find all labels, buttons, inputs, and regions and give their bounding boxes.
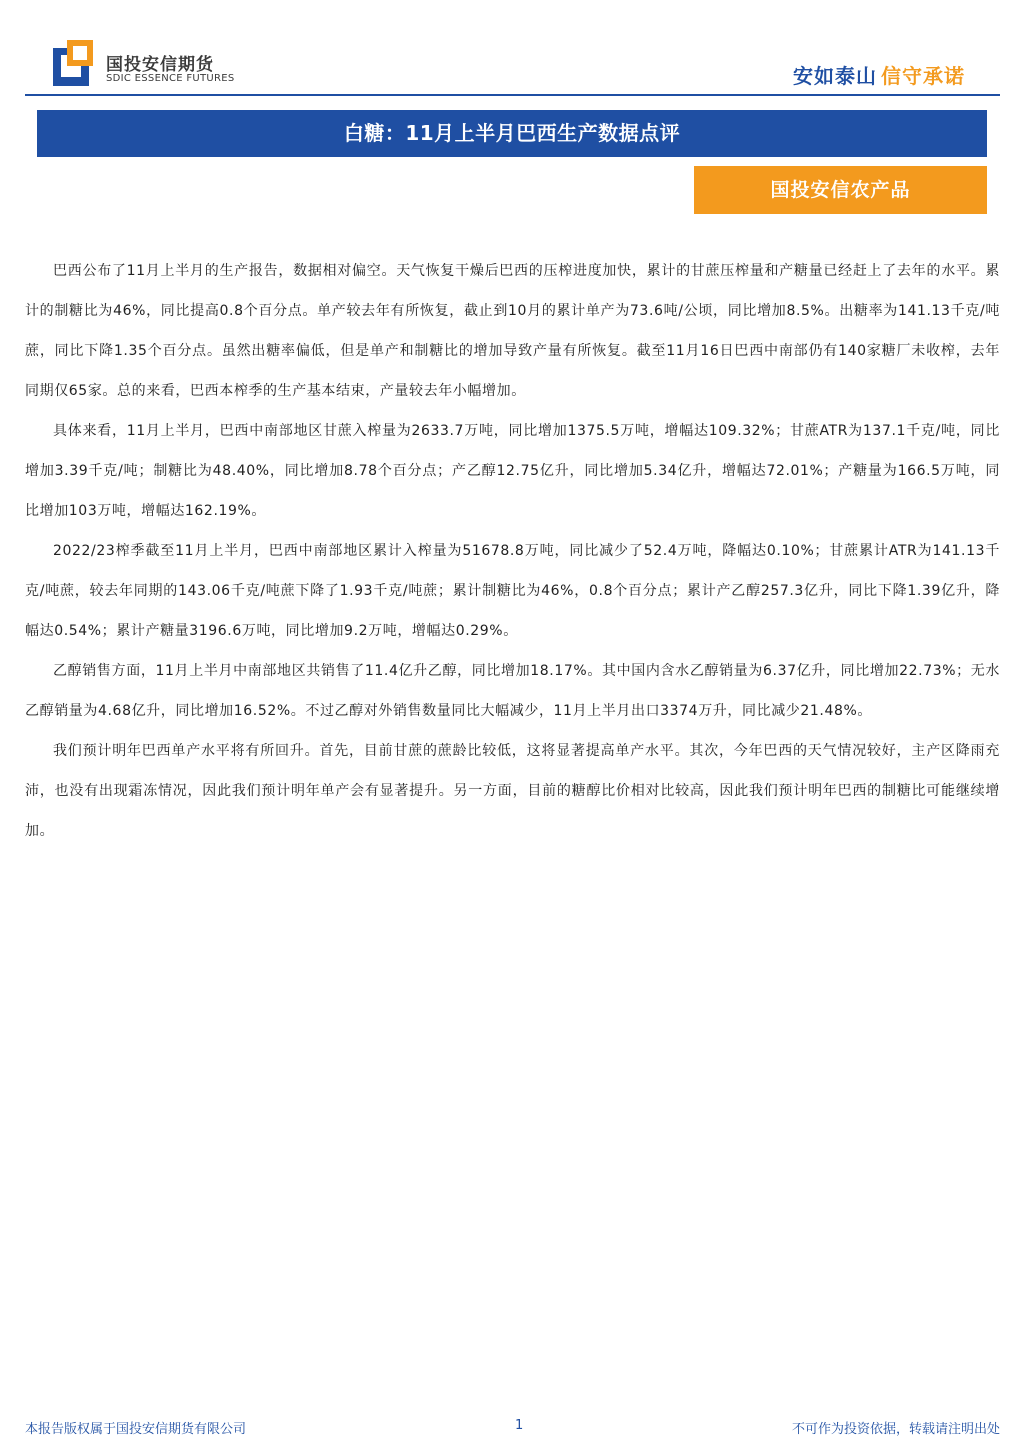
copyright-notice: 本报告版权属于国投安信期货有限公司 — [25, 1422, 247, 1437]
sdic-logo-icon — [53, 40, 101, 88]
body-paragraph: 2022/23榨季截至11月上半月，巴西中南部地区累计入榨量为51678.8万吨，同比减少了52.4万吨，降幅达0.10%；甘蔗累计ATR为141.13千克/吨蔗，较去年同期的143.06千克/吨蔗下降了1.93千克/吨蔗；累计制糖比为46%，0.8个百分点；累计产乙醇257.3亿升，同比下降1.39亿升，降幅达0.54%；累计产糖量3196.6万吨，同比增加9.2万吨，增幅达0.29%。 — [25, 543, 1000, 639]
company-name-en: SDIC ESSENCE FUTURES — [106, 73, 235, 84]
report-body — [25, 251, 1000, 851]
company-name-cn: 国投安信期货 — [106, 55, 214, 75]
slogan-part2: 信守承诺 — [881, 64, 965, 88]
slogan — [793, 60, 965, 89]
body-paragraph: 巴西公布了11月上半月的生产报告，数据相对偏空。天气恢复干燥后巴西的压榨进度加快，累计的甘蔗压榨量和产糖量已经赶上了去年的水平。累计的制糖比为46%，同比提高0.8个百分点。单产较去年有所恢复，截止到10月的累计单产为73.6吨/公顷，同比增加8.5%。出糖率为141.13千克/吨蔗，同比下降1.35个百分点。虽然出糖率偏低，但是单产和制糖比的增加导致产量有所恢复。截至11月16日巴西中南部仍有140家糖厂未收榨，去年同期仅65家。总的来看，巴西本榨季的生产基本结束，产量较去年小幅增加。 — [25, 263, 1000, 399]
page-number: 1 — [515, 1418, 524, 1433]
report-category-tag: 国投安信农产品 — [694, 166, 987, 214]
page-footer — [25, 1412, 1000, 1442]
body-paragraph: 乙醇销售方面，11月上半月中南部地区共销售了11.4亿升乙醇，同比增加18.17%。其中国内含水乙醇销量为6.37亿升，同比增加22.73%；无水乙醇销量为4.68亿升，同比增加16.52%。不过乙醇对外销售数量同比大幅减少，11月上半月出口3374万升，同比减少21.48%。 — [25, 663, 1000, 719]
page-header — [0, 0, 1025, 100]
slogan-part1: 安如泰山 — [793, 64, 877, 88]
body-paragraph: 我们预计明年巴西单产水平将有所回升。首先，目前甘蔗的蔗龄比较低，这将显著提高单产水平。其次，今年巴西的天气情况较好，主产区降雨充沛，也没有出现霜冻情况，因此我们预计明年单产会有显著提升。另一方面，目前的糖醇比价相对比较高，因此我们预计明年巴西的制糖比可能继续增加。 — [25, 743, 1000, 839]
report-title: 白糖：11月上半月巴西生产数据点评 — [37, 110, 987, 157]
disclaimer: 不可作为投资依据，转载请注明出处 — [791, 1422, 1000, 1437]
header-divider — [25, 94, 1000, 96]
body-paragraph: 具体来看，11月上半月，巴西中南部地区甘蔗入榨量为2633.7万吨，同比增加1375.5万吨，增幅达109.32%；甘蔗ATR为137.1千克/吨，同比增加3.39千克/吨；制糖比为48.40%，同比增加8.78个百分点；产乙醇12.75亿升，同比增加5.34亿升，增幅达72.01%；产糖量为166.5万吨，同比增加103万吨，增幅达162.19%。 — [25, 423, 1000, 519]
